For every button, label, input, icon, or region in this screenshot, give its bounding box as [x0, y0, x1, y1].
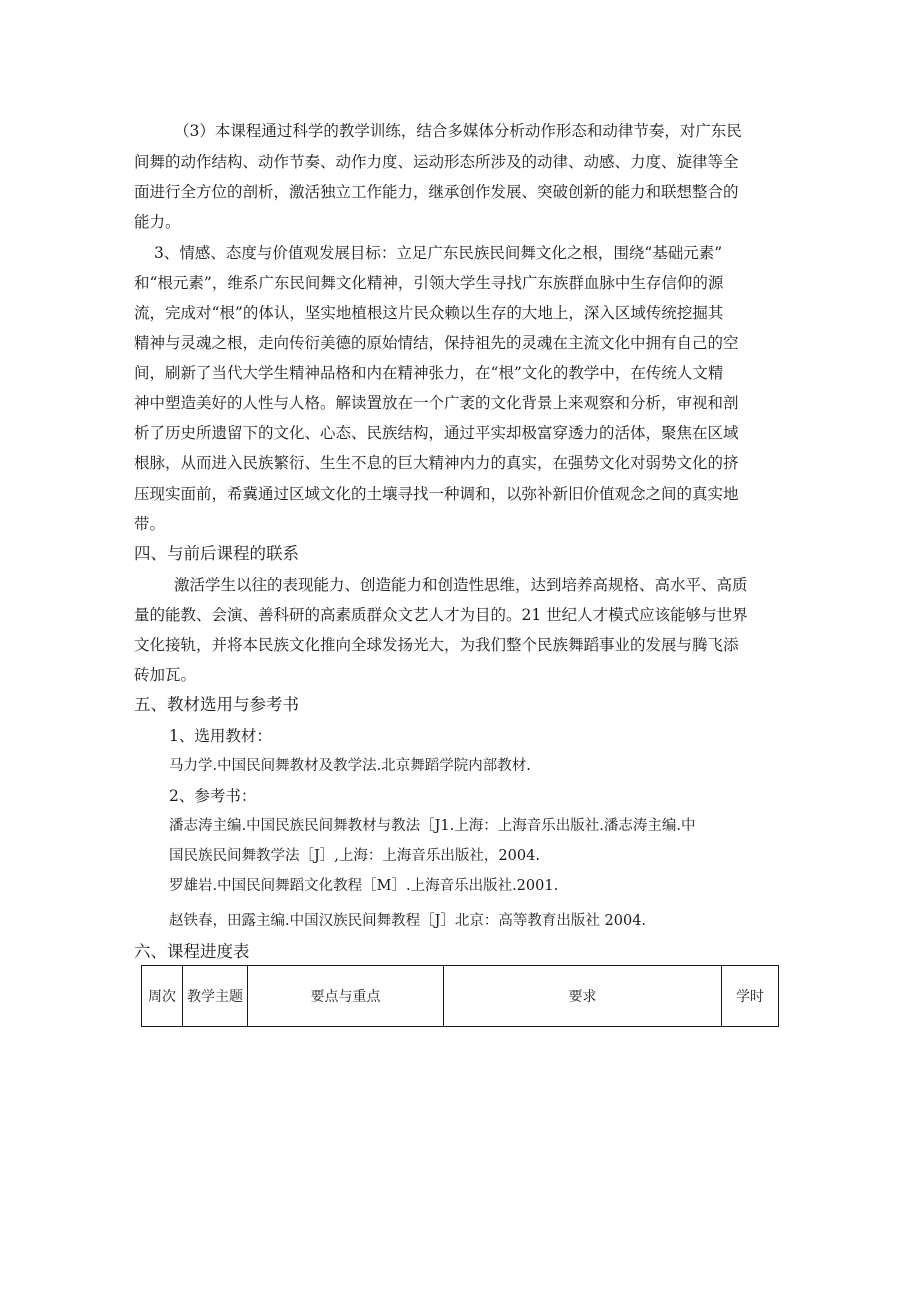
goal-3-line-5: 间，刷新了当代大学生精神品格和内在精神张力，在“根”文化的教学中，在传统人文精: [134, 364, 724, 382]
header-key-points: 要点与重点: [248, 966, 444, 1027]
header-week: 周次: [142, 966, 183, 1027]
goal-3-line-6: 神中塑造美好的人性与人格。解读置放在一个广袤的文化背景上来观察和分析，审视和剖: [134, 394, 739, 412]
header-topic: 教学主题: [183, 966, 248, 1027]
textbook-label: 1、选用教材：: [169, 727, 272, 745]
textbook-entry: 马力学.中国民间舞教材及教学法.北京舞蹈学院内部教材.: [169, 758, 531, 774]
reference-entry-1: 潘志涛主编.中国民族民间舞教材与教法［J1.上海：上海音乐出版社.潘志涛主编.中: [169, 818, 696, 834]
header-hours: 学时: [722, 966, 779, 1027]
goal-3-line-4: 精神与灵魂之根，走向传衍美德的原始情结，保持祖先的灵魂在主流文化中拥有自己的空: [134, 334, 739, 352]
section-4-line-1: 激活学生以往的表现能力、创造能力和创造性思维，达到培养高规格、高水平、高质: [174, 576, 748, 594]
paragraph-3-line-3: 面进行全方位的剖析，激活独立工作能力，继承创作发展、突破创新的能力和联想整合的: [134, 183, 739, 201]
goal-3-line-9: 压现实面前，希冀通过区域文化的土壤寻找一种调和，以弥补新旧价值观念之间的真实地: [134, 485, 739, 503]
header-requirements: 要求: [444, 966, 722, 1027]
table-header-row: [142, 966, 779, 1027]
section-4-line-4: 砖加瓦。: [134, 666, 197, 684]
section-4-line-3: 文化接轨，并将本民族文化推向全球发扬光大，为我们整个民族舞蹈事业的发展与腾飞添: [134, 636, 739, 654]
reference-entry-1-cont: 国民族民间舞教学法［J］,上海：上海音乐出版社，2004.: [169, 848, 540, 864]
goal-3-line-1: 3、情感、态度与价值观发展目标：立足广东民族民间舞文化之根，围绕“基础元素”: [154, 244, 723, 262]
goal-3-line-10: 带。: [134, 515, 166, 533]
reference-entry-2: 罗雄岩.中国民间舞蹈文化教程［M］.上海音乐出版社.2001.: [169, 878, 559, 894]
goal-3-line-7: 析了历史所遗留下的文化、心态、民族结构，通过平实却极富穿透力的活体，聚焦在区域: [134, 424, 739, 442]
paragraph-3-line-2: 间舞的动作结构、动作节奏、动作力度、运动形态所涉及的动律、动感、力度、旋律等全: [134, 153, 739, 171]
section-4-line-2: 量的能教、会演、善科研的高素质群众文艺人才为目的。21 世纪人才模式应该能够与世界: [134, 606, 748, 624]
section-6-heading: 六、课程进度表: [134, 942, 250, 961]
reference-entry-3: 赵铁春，田露主编.中国汉族民间舞教程［J］北京：高等教育出版社 2004.: [169, 913, 647, 929]
section-4-heading: 四、与前后课程的联系: [134, 544, 299, 563]
references-label: 2、参考书：: [169, 787, 257, 805]
paragraph-3-line-1: （3）本课程通过科学的教学训练，结合多媒体分析动作形态和动律节奏，对广东民: [174, 122, 742, 140]
goal-3-line-3: 流，完成对“根”的体认，坚实地植根这片民众赖以生存的大地上，深入区域传统挖掘其: [134, 304, 724, 322]
course-schedule-table: [141, 965, 779, 1027]
paragraph-3-line-4: 能力。: [134, 213, 181, 231]
section-5-heading: 五、教材选用与参考书: [134, 695, 299, 714]
goal-3-line-8: 根脉，从而进入民族繁衍、生生不息的巨大精神内力的真实，在强势文化对弱势文化的挤: [134, 454, 739, 472]
goal-3-line-2: 和“根元素”，维系广东民间舞文化精神，引领大学生寻找广东族群血脉中生存信仰的源: [134, 274, 724, 292]
